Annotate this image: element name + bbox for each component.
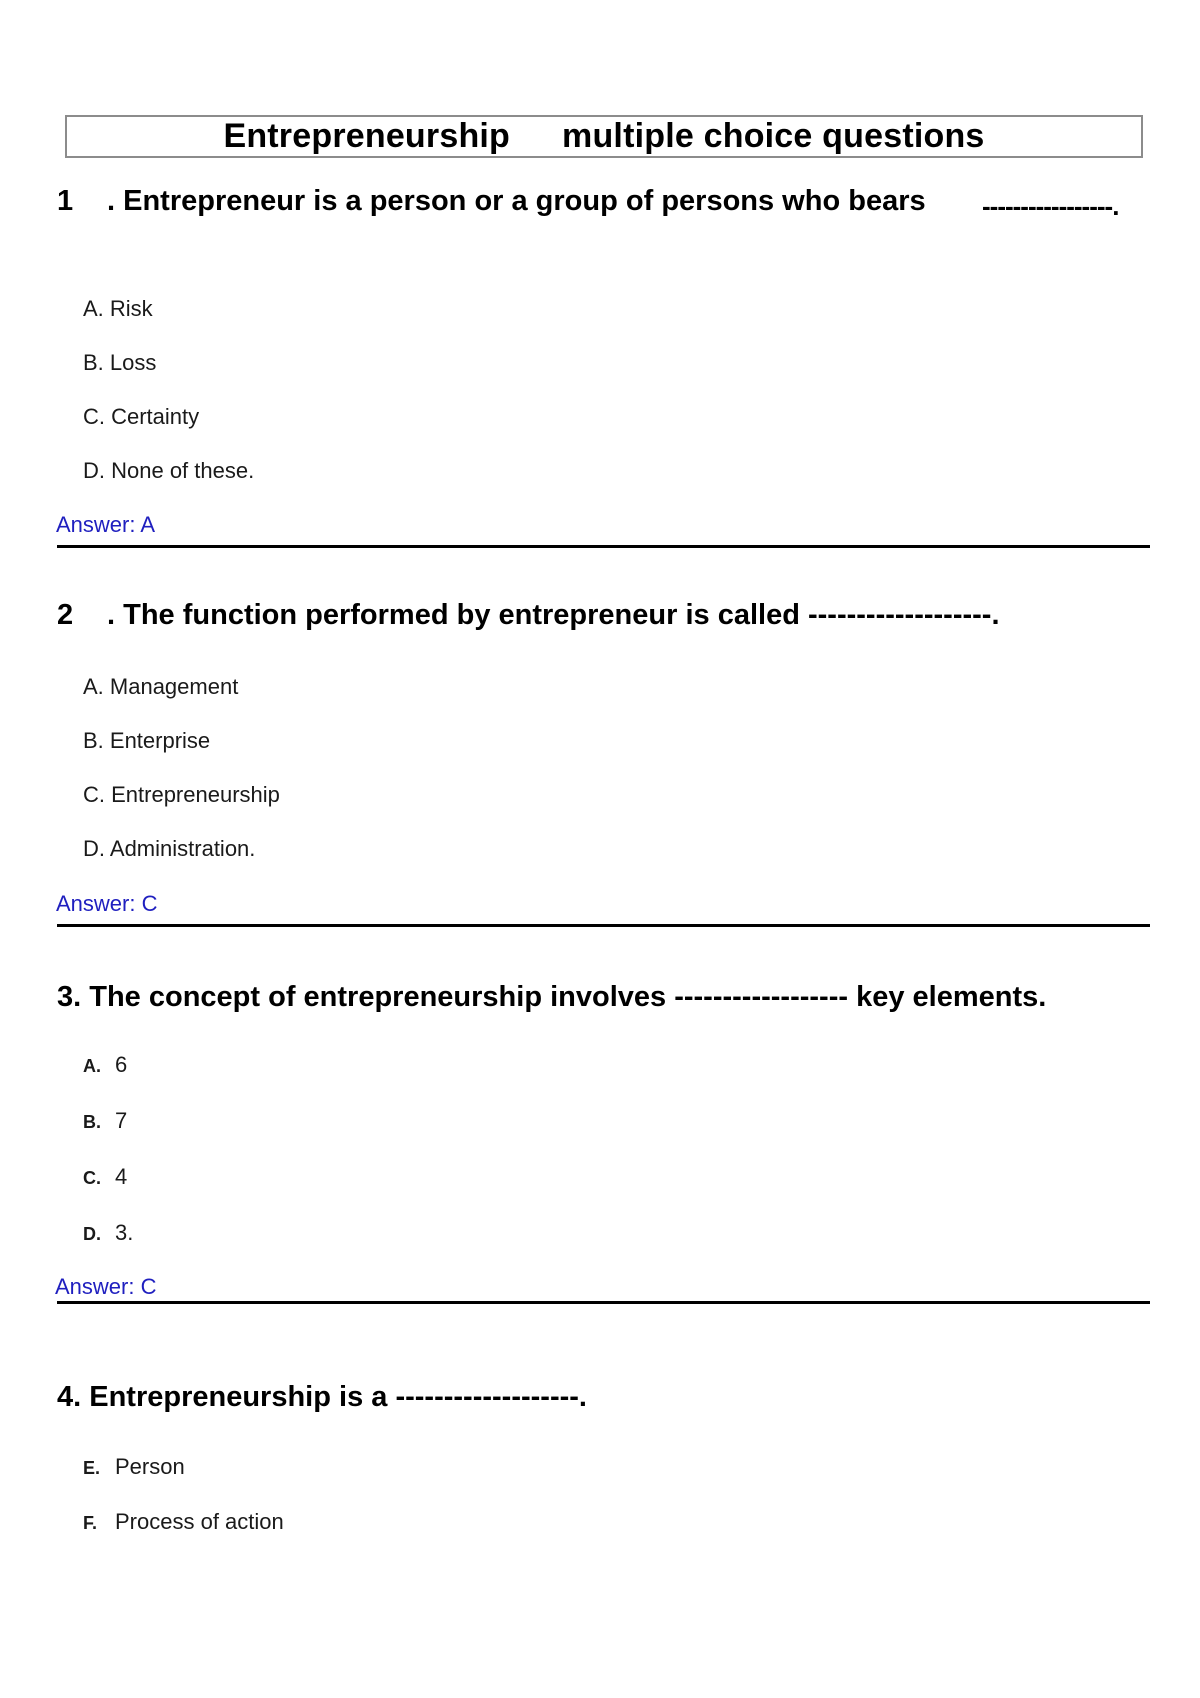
option-letter: F.	[83, 1513, 98, 1533]
question-1-option-a: A. Risk	[83, 296, 153, 321]
option-value: 4	[115, 1164, 128, 1189]
question-3-option-d	[83, 1219, 133, 1248]
option-letter: D.	[83, 1224, 101, 1244]
question-2-answer: Answer: C	[56, 891, 158, 916]
question-1-option-b: B. Loss	[83, 350, 157, 375]
question-2-option-b: B. Enterprise	[83, 728, 211, 753]
question-1-option-d: D. None of these.	[83, 458, 255, 483]
question-4-option-e	[83, 1453, 185, 1482]
question-1-number: 1	[57, 185, 74, 217]
option-value: 6	[115, 1052, 128, 1077]
title-part-1: Entrepreneurship	[223, 117, 511, 155]
question-3-text: 3. The concept of entrepreneurship involves ------------------ key elements.	[57, 981, 1047, 1013]
divider	[57, 924, 1150, 927]
question-2-option-c: C. Entrepreneurship	[83, 782, 280, 807]
option-letter: C.	[83, 1168, 101, 1188]
option-value: Process of action	[115, 1509, 284, 1534]
divider	[57, 545, 1150, 548]
question-4-text: 4. Entrepreneurship is a -------------------.	[57, 1381, 587, 1413]
option-value: 7	[115, 1108, 128, 1133]
question-2-option-d: D. Administration.	[83, 836, 256, 861]
title-box	[65, 115, 1143, 158]
question-2-option-a: A. Management	[83, 674, 239, 699]
question-3-option-c	[83, 1163, 127, 1192]
question-2-text: . The function performed by entrepreneur is called -------------------.	[107, 599, 1000, 631]
page-title	[67, 117, 1141, 156]
question-1-text: . Entrepreneur is a person or a group of persons who bears	[107, 185, 926, 217]
question-3-option-a	[83, 1051, 127, 1080]
option-letter: A.	[83, 1056, 101, 1076]
question-3-answer: Answer: C	[55, 1274, 157, 1299]
title-part-2: multiple choice questions	[562, 117, 985, 155]
option-letter: B.	[83, 1112, 101, 1132]
question-3-option-b	[83, 1107, 127, 1136]
option-value: Person	[115, 1454, 185, 1479]
option-value: 3.	[115, 1220, 134, 1245]
question-1-option-c: C. Certainty	[83, 404, 200, 429]
divider	[57, 1301, 1150, 1304]
option-letter: E.	[83, 1458, 101, 1478]
question-1-answer: Answer: A	[56, 512, 156, 537]
question-1-blank: -----------------.	[982, 191, 1119, 221]
question-2-number: 2	[57, 599, 74, 631]
question-4-option-f	[83, 1508, 284, 1537]
